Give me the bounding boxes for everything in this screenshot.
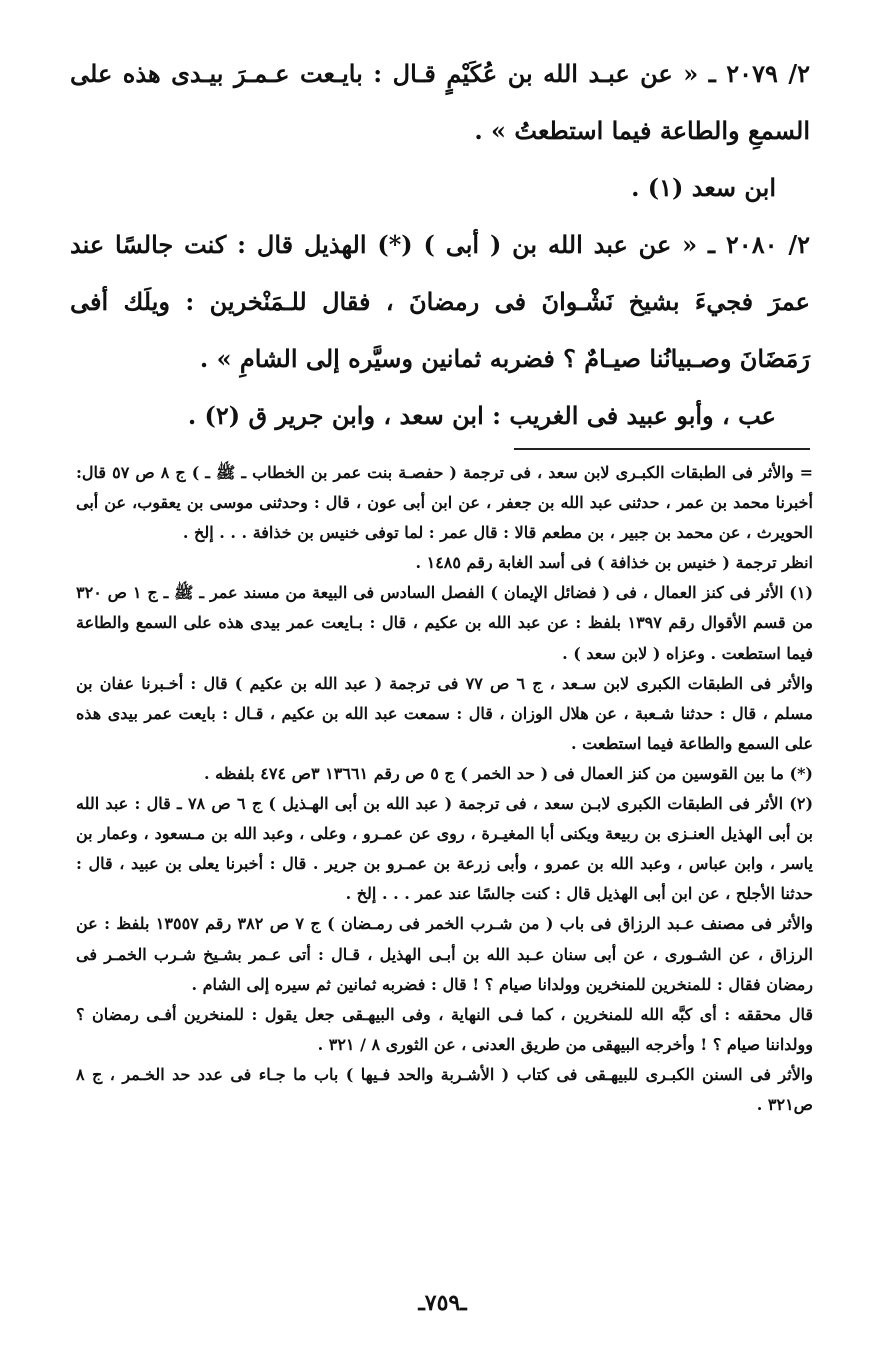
footnote-2-musannaf: والأثر فى مصنف عـبد الرزاق فى باب ( من شـرب الخمر فى رمـضان ) ج ٧ ص ٣٨٢ رقم ١٣٥٥٧ بلفظ : عن الرزاق ، عن الشـورى ، عن أبى سنان عـبد الله بن أبـى الهذيل ، قـال : أتى عـمر بشـيخ شـرب الخمـر فى رمضان فقال : للمنخرين للمنخرين وولدانا صيام ؟ ! قال : فضربه ثمانين ثم سيره إلى الشام . — [76, 914, 814, 994]
footnote-divider — [514, 448, 810, 450]
source-2079: ابن سعد (١) . — [631, 173, 776, 202]
footnote-1: (١) الأثر فى كنز العمال ، فى ( فضائل الإيمان ) الفصل السادس فى البيعة من مسند عمر ـ ﷺ ـ ج ١ ص ٣٢٠ من قسم الأقوال رقم ١٣٩٧ بلفظ : عن عبد الله بن عكيم ، قال : بـايعت عمر بيدى هذه على السمع والطاعة فيما استطعت . وعزاه ( لابن سعد ) . — [76, 583, 814, 663]
hadith-2079: ٢/ ٢٠٧٩ ـ « عن عبـد الله بن عُكَيْمٍ قـال : بايـعت عـمـرَ بيـدى هذه على السمعِ والطاعة فيما استطعتُ » . — [70, 59, 811, 145]
main-text — [70, 45, 810, 444]
footnote-2: (٢) الأثر فى الطبقات الكبرى لابـن سعد ، فى ترجمة ( عبد الله بن أبى الهـذيل ) ج ٦ ص ٧٨ ـ قال : عبد الله بن أبى الهذيل العنـزى بن ربيعة ويكنى أبا المغيـرة ، روى عن عمـرو ، وعلى ، وعبد الله بن مـسعود ، وعمار بن ياسر ، وابن عباس ، وعبد الله بن عمرو ، وأبى زرعة بن عمـرو بن جرير . قال : أخبرنا يعلى بن عبيد ، قال : حدثنا الأجلح ، عن ابن أبى الهذيل قال : كنت جالسًا عند عمر . . . إلخ . — [76, 794, 814, 904]
footnote-1-extra: والأثر فى الطبقات الكبرى لابن سـعد ، ج ٦ ص ٧٧ فى ترجمة ( عبد الله بن عكيم ) قال : أخـبرنا عفان بن مسلم ، قال : حدثنا شـعبة ، عن هلال الوزان ، قال : سمعت عبد الله بن عكيم ، قـال : بايعت عمر بيدى هذه على السمع والطاعة فيما استطعت . — [76, 673, 813, 753]
footnote-continued-ref: انظر ترجمة ( خنيس بن خذافة ) فى أسد الغابة رقم ١٤٨٥ . — [415, 553, 813, 573]
page-number: ـ٧٥٩ـ — [418, 1290, 467, 1316]
footnote-2-sunan: والأثر فى السنن الكبـرى للبيهـقى فى كتاب ( الأشـربة والحد فـيها ) باب ما جـاء فى عدد حد الخـمر ، ج ٨ ص٣٢١ . — [76, 1064, 813, 1114]
hadith-2080: ٢/ ٢٠٨٠ ـ « عن عبد الله بن ( أبى ) (*) الهذيل قال : كنت جالسًا عند عمرَ فجيءَ بشيخ نَشْـوانَ فى رمضانَ ، فقال للـمَنْخرين : ويلَك أفى رَمَضَانَ وصـبيانُنا صيـامٌ ؟ فضربه ثمانين وسيَّره إلى الشامِ » . — [70, 230, 810, 373]
footnote-continued: = والأثر فى الطبقات الكبـرى لابن سعد ، فى ترجمة ( حفصـة بنت عمر بن الخطاب ـ ﷺ ـ ) ج ٨ ص ٥٧ قال: أخبرنا محمد بن عمر ، حدثنى عبد الله بن جعفر ، عن ابن أبى عون ، قال : وحدثنى موسى بن يعقوب، عن أبى الحويرث ، عن محمد بن جبير ، بن مطعم قالا : قال عمر : لما توفى خنيس بن خذافة . . . إلخ . — [76, 463, 814, 543]
footnote-2-editor: قال محققه : أى كبَّه الله للمنخرين ، كما فـى النهاية ، وفى البيهـقى جعل يقول : للمنخرين أفـى رمضان ؟ وولداننا صيام ؟ ! وأخرجه البيهقى من طريق العدنى ، عن الثورى ٨ / ٣٢١ . — [76, 1004, 813, 1054]
footnotes — [76, 458, 813, 1120]
footnote-asterisk: (*) ما بين القوسين من كنز العمال فى ( حد الخمر ) ج ٥ ص رقم ١٣٦٦١ ٣ص ٤٧٤ بلفظه . — [204, 763, 813, 783]
source-2080: عب ، وأبو عبيد فى الغريب : ابن سعد ، وابن جرير ق (٢) . — [187, 401, 776, 430]
